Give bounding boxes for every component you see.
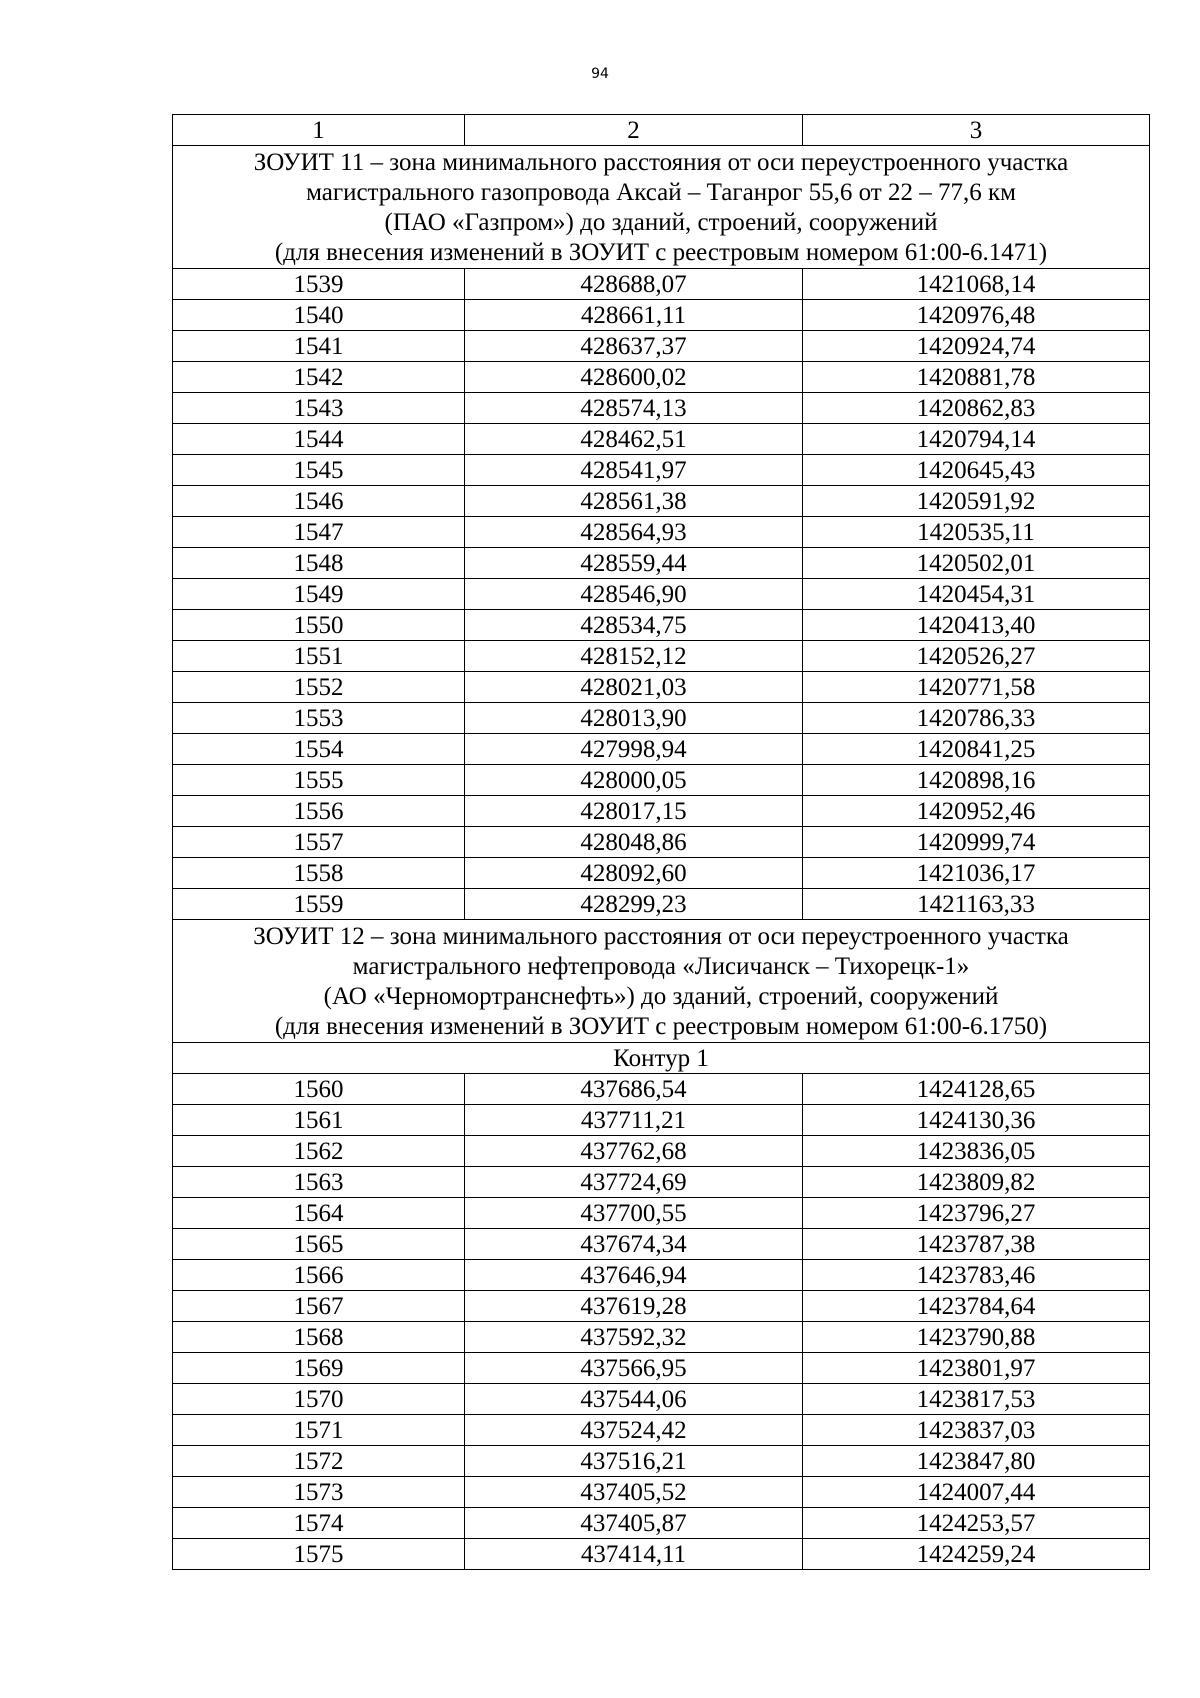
- y-coordinate-cell: 1420454,31: [803, 579, 1150, 610]
- x-coordinate-cell: 428661,11: [465, 300, 803, 331]
- y-coordinate-cell: 1420413,40: [803, 610, 1150, 641]
- x-coordinate-cell: 437686,54: [465, 1074, 803, 1105]
- point-number-cell: 1561: [173, 1105, 465, 1136]
- table-row: [173, 1384, 1150, 1415]
- section-title-line: (АО «Черномортранснефть») до зданий, строений, сооружений: [323, 983, 999, 1010]
- y-coordinate-cell: 1424130,36: [803, 1105, 1150, 1136]
- x-coordinate-cell: 428462,51: [465, 424, 803, 455]
- x-coordinate-cell: 428559,44: [465, 548, 803, 579]
- point-number-cell: 1541: [173, 331, 465, 362]
- point-number-cell: 1571: [173, 1415, 465, 1446]
- y-coordinate-cell: 1420881,78: [803, 362, 1150, 393]
- y-coordinate-cell: 1420999,74: [803, 827, 1150, 858]
- table-row: [173, 672, 1150, 703]
- table-body: [173, 115, 1150, 1570]
- x-coordinate-cell: 437711,21: [465, 1105, 803, 1136]
- table-row: [173, 393, 1150, 424]
- point-number-cell: 1544: [173, 424, 465, 455]
- header-row: [173, 115, 1150, 146]
- table-row: [173, 827, 1150, 858]
- x-coordinate-cell: 437414,11: [465, 1539, 803, 1570]
- table-row: [173, 424, 1150, 455]
- table-row: [173, 548, 1150, 579]
- y-coordinate-cell: 1420952,46: [803, 796, 1150, 827]
- point-number-cell: 1550: [173, 610, 465, 641]
- table-row: [173, 1291, 1150, 1322]
- point-number-cell: 1553: [173, 703, 465, 734]
- x-coordinate-cell: 428688,07: [465, 269, 803, 300]
- section-title-row: [173, 146, 1150, 269]
- y-coordinate-cell: 1424253,57: [803, 1508, 1150, 1539]
- table-row: [173, 455, 1150, 486]
- y-coordinate-cell: 1420924,74: [803, 331, 1150, 362]
- y-coordinate-cell: 1423796,27: [803, 1198, 1150, 1229]
- point-number-cell: 1556: [173, 796, 465, 827]
- point-number-cell: 1554: [173, 734, 465, 765]
- y-coordinate-cell: 1420502,01: [803, 548, 1150, 579]
- table-row: [173, 1322, 1150, 1353]
- point-number-cell: 1569: [173, 1353, 465, 1384]
- point-number-cell: 1546: [173, 486, 465, 517]
- y-coordinate-cell: 1423837,03: [803, 1415, 1150, 1446]
- y-coordinate-cell: 1423801,97: [803, 1353, 1150, 1384]
- y-coordinate-cell: 1420898,16: [803, 765, 1150, 796]
- y-coordinate-cell: 1421163,33: [803, 889, 1150, 920]
- x-coordinate-cell: 437646,94: [465, 1260, 803, 1291]
- x-coordinate-cell: 428152,12: [465, 641, 803, 672]
- table-row: [173, 1136, 1150, 1167]
- x-coordinate-cell: 437724,69: [465, 1167, 803, 1198]
- y-coordinate-cell: 1423790,88: [803, 1322, 1150, 1353]
- point-number-cell: 1560: [173, 1074, 465, 1105]
- x-coordinate-cell: 428541,97: [465, 455, 803, 486]
- point-number-cell: 1563: [173, 1167, 465, 1198]
- y-coordinate-cell: 1424007,44: [803, 1477, 1150, 1508]
- x-coordinate-cell: 428000,05: [465, 765, 803, 796]
- table-row: [173, 796, 1150, 827]
- section-title-line: (ПАО «Газпром») до зданий, строений, сооружений: [384, 209, 938, 236]
- table-row: [173, 269, 1150, 300]
- y-coordinate-cell: 1423817,53: [803, 1384, 1150, 1415]
- point-number-cell: 1542: [173, 362, 465, 393]
- x-coordinate-cell: 437762,68: [465, 1136, 803, 1167]
- x-coordinate-cell: 428546,90: [465, 579, 803, 610]
- y-coordinate-cell: 1421068,14: [803, 269, 1150, 300]
- contour-row: [173, 1043, 1150, 1074]
- point-number-cell: 1572: [173, 1446, 465, 1477]
- y-coordinate-cell: 1423847,80: [803, 1446, 1150, 1477]
- x-coordinate-cell: 428600,02: [465, 362, 803, 393]
- y-coordinate-cell: 1423809,82: [803, 1167, 1150, 1198]
- point-number-cell: 1555: [173, 765, 465, 796]
- x-coordinate-cell: 428561,38: [465, 486, 803, 517]
- table-row: [173, 1198, 1150, 1229]
- point-number-cell: 1548: [173, 548, 465, 579]
- x-coordinate-cell: 437566,95: [465, 1353, 803, 1384]
- point-number-cell: 1539: [173, 269, 465, 300]
- y-coordinate-cell: 1420526,27: [803, 641, 1150, 672]
- x-coordinate-cell: 427998,94: [465, 734, 803, 765]
- x-coordinate-cell: 437516,21: [465, 1446, 803, 1477]
- point-number-cell: 1558: [173, 858, 465, 889]
- table-row: [173, 1446, 1150, 1477]
- x-coordinate-cell: 428574,13: [465, 393, 803, 424]
- point-number-cell: 1567: [173, 1291, 465, 1322]
- table-row: [173, 362, 1150, 393]
- y-coordinate-cell: 1424128,65: [803, 1074, 1150, 1105]
- table-row: [173, 1353, 1150, 1384]
- section-title: [173, 920, 1150, 1043]
- table-row: [173, 1167, 1150, 1198]
- section-title: [173, 146, 1150, 269]
- point-number-cell: 1564: [173, 1198, 465, 1229]
- page-number: 94: [591, 66, 609, 82]
- table-row: [173, 1229, 1150, 1260]
- x-coordinate-cell: 428048,86: [465, 827, 803, 858]
- coordinates-table: [172, 114, 1150, 1570]
- table-row: [173, 1415, 1150, 1446]
- section-title-line: ЗОУИТ 12 – зона минимального расстояния от оси переустроенного участка: [253, 923, 1069, 950]
- point-number-cell: 1565: [173, 1229, 465, 1260]
- y-coordinate-cell: 1420645,43: [803, 455, 1150, 486]
- table-row: [173, 858, 1150, 889]
- point-number-cell: 1573: [173, 1477, 465, 1508]
- x-coordinate-cell: 428534,75: [465, 610, 803, 641]
- table-row: [173, 1539, 1150, 1570]
- header-cell-2: 2: [465, 115, 803, 146]
- table-row: [173, 486, 1150, 517]
- section-title-line: магистрального газопровода Аксай – Таганрог 55,6 от 22 – 77,6 км: [306, 179, 1016, 206]
- point-number-cell: 1540: [173, 300, 465, 331]
- x-coordinate-cell: 437619,28: [465, 1291, 803, 1322]
- point-number-cell: 1566: [173, 1260, 465, 1291]
- x-coordinate-cell: 428013,90: [465, 703, 803, 734]
- point-number-cell: 1551: [173, 641, 465, 672]
- x-coordinate-cell: 428092,60: [465, 858, 803, 889]
- section-title-line: (для внесения изменений в ЗОУИТ с реестровым номером 61:00-6.1750): [274, 1013, 1048, 1040]
- contour-label: Контур 1: [173, 1043, 1150, 1074]
- x-coordinate-cell: 428564,93: [465, 517, 803, 548]
- table-row: [173, 641, 1150, 672]
- table-row: [173, 579, 1150, 610]
- table-row: [173, 703, 1150, 734]
- point-number-cell: 1547: [173, 517, 465, 548]
- point-number-cell: 1559: [173, 889, 465, 920]
- point-number-cell: 1570: [173, 1384, 465, 1415]
- point-number-cell: 1545: [173, 455, 465, 486]
- table-row: [173, 1074, 1150, 1105]
- table-row: [173, 765, 1150, 796]
- table-row: [173, 331, 1150, 362]
- x-coordinate-cell: 437405,87: [465, 1508, 803, 1539]
- y-coordinate-cell: 1423836,05: [803, 1136, 1150, 1167]
- x-coordinate-cell: 437592,32: [465, 1322, 803, 1353]
- y-coordinate-cell: 1420862,83: [803, 393, 1150, 424]
- point-number-cell: 1557: [173, 827, 465, 858]
- y-coordinate-cell: 1423783,46: [803, 1260, 1150, 1291]
- x-coordinate-cell: 437524,42: [465, 1415, 803, 1446]
- table-row: [173, 517, 1150, 548]
- table-row: [173, 889, 1150, 920]
- table-row: [173, 300, 1150, 331]
- header-cell-3: 3: [803, 115, 1150, 146]
- x-coordinate-cell: 428021,03: [465, 672, 803, 703]
- x-coordinate-cell: 428637,37: [465, 331, 803, 362]
- section-title-row: [173, 920, 1150, 1043]
- header-cell-1: 1: [173, 115, 465, 146]
- y-coordinate-cell: 1420771,58: [803, 672, 1150, 703]
- y-coordinate-cell: 1423787,38: [803, 1229, 1150, 1260]
- y-coordinate-cell: 1421036,17: [803, 858, 1150, 889]
- y-coordinate-cell: 1420591,92: [803, 486, 1150, 517]
- point-number-cell: 1549: [173, 579, 465, 610]
- y-coordinate-cell: 1420794,14: [803, 424, 1150, 455]
- y-coordinate-cell: 1420841,25: [803, 734, 1150, 765]
- point-number-cell: 1575: [173, 1539, 465, 1570]
- table-row: [173, 1508, 1150, 1539]
- point-number-cell: 1562: [173, 1136, 465, 1167]
- x-coordinate-cell: 428017,15: [465, 796, 803, 827]
- x-coordinate-cell: 437405,52: [465, 1477, 803, 1508]
- x-coordinate-cell: 437700,55: [465, 1198, 803, 1229]
- section-title-line: магистрального нефтепровода «Лисичанск – Тихорецк-1»: [352, 953, 970, 980]
- table-row: [173, 1105, 1150, 1136]
- y-coordinate-cell: 1423784,64: [803, 1291, 1150, 1322]
- section-title-line: (для внесения изменений в ЗОУИТ с реестровым номером 61:00-6.1471): [274, 239, 1048, 266]
- section-title-line: ЗОУИТ 11 – зона минимального расстояния от оси переустроенного участка: [253, 149, 1069, 176]
- table-row: [173, 1260, 1150, 1291]
- table-row: [173, 734, 1150, 765]
- y-coordinate-cell: 1420535,11: [803, 517, 1150, 548]
- y-coordinate-cell: 1420786,33: [803, 703, 1150, 734]
- point-number-cell: 1568: [173, 1322, 465, 1353]
- x-coordinate-cell: 437544,06: [465, 1384, 803, 1415]
- table-row: [173, 1477, 1150, 1508]
- point-number-cell: 1574: [173, 1508, 465, 1539]
- point-number-cell: 1552: [173, 672, 465, 703]
- x-coordinate-cell: 437674,34: [465, 1229, 803, 1260]
- point-number-cell: 1543: [173, 393, 465, 424]
- x-coordinate-cell: 428299,23: [465, 889, 803, 920]
- y-coordinate-cell: 1424259,24: [803, 1539, 1150, 1570]
- y-coordinate-cell: 1420976,48: [803, 300, 1150, 331]
- table-row: [173, 610, 1150, 641]
